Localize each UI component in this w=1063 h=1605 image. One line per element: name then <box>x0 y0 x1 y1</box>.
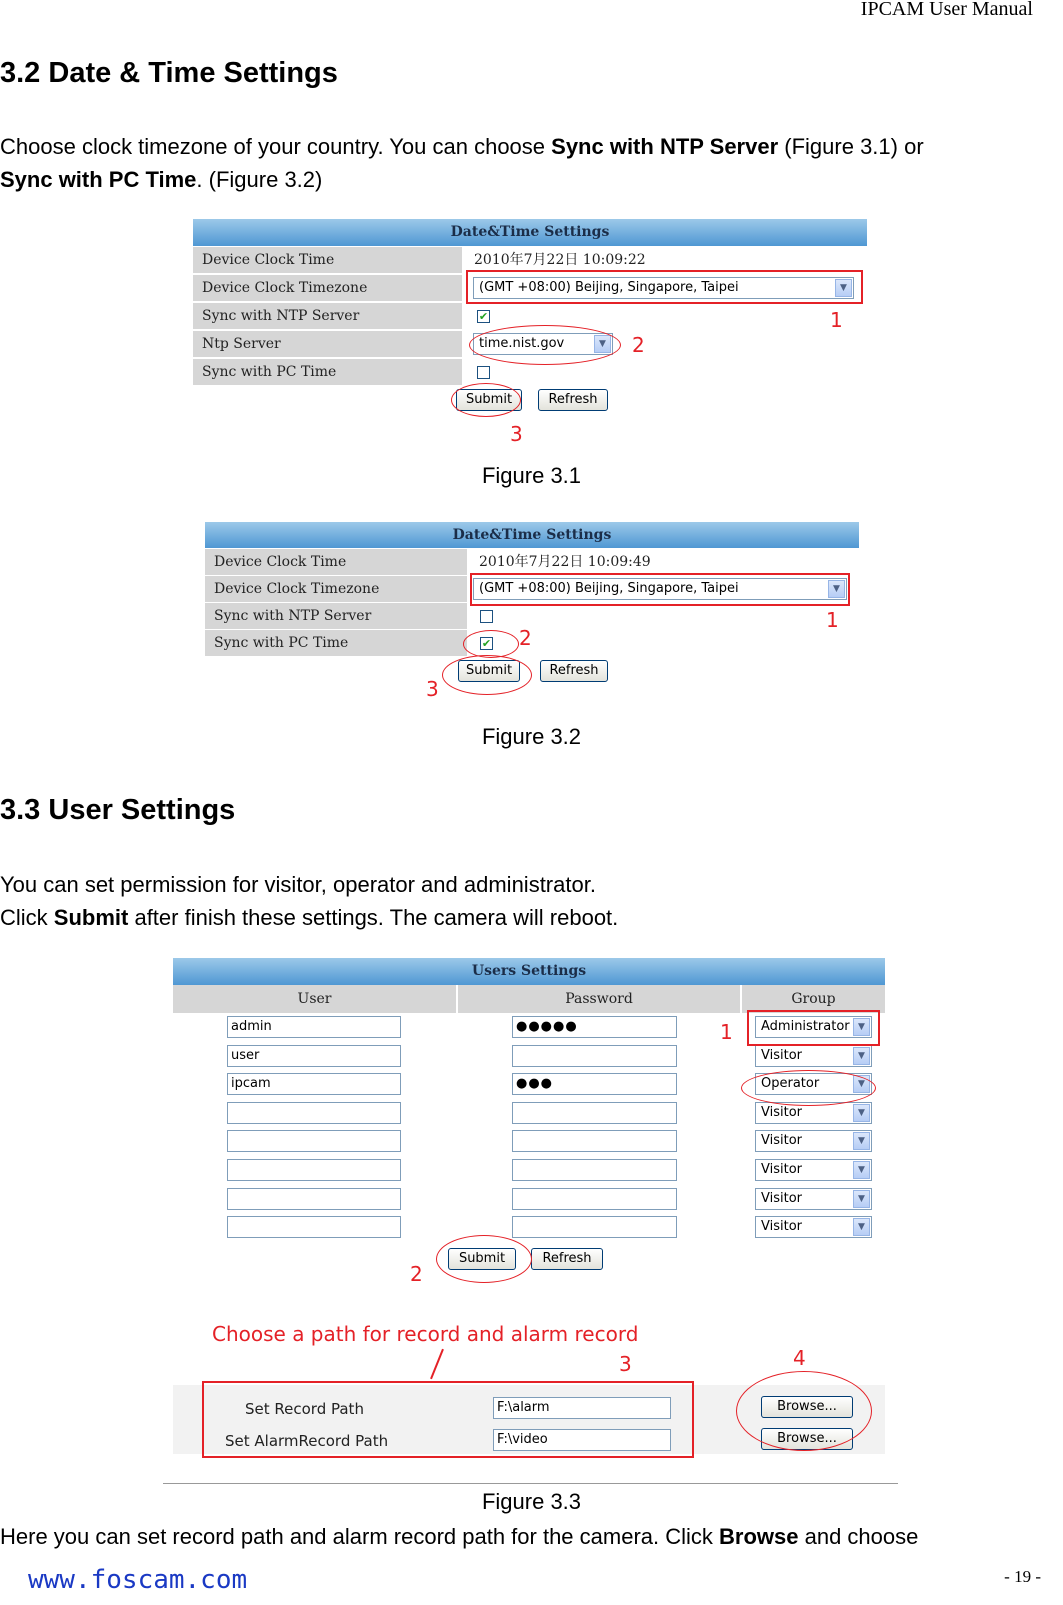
running-header: IPCAM User Manual <box>860 0 1033 20</box>
column-header-password: Password <box>458 985 740 1013</box>
annotation-box-timezone <box>466 270 863 304</box>
annotation-oval-submit <box>451 383 521 417</box>
alarm-path-input[interactable]: F:\video <box>493 1429 671 1451</box>
annotation-oval-browse <box>736 1371 872 1451</box>
chevron-down-icon: ▼ <box>853 1132 870 1150</box>
password-input[interactable] <box>512 1188 677 1210</box>
row-device-clock-time: Device Clock Time 2010年7月22日 10:09:22 <box>193 247 867 273</box>
user-input[interactable] <box>227 1102 401 1124</box>
group-select[interactable]: Visitor ▼ <box>755 1045 872 1067</box>
column-header-group: Group <box>742 985 885 1013</box>
marker-1: 1 <box>830 308 843 332</box>
chevron-down-icon: ▼ <box>853 1161 870 1179</box>
section-heading-date-time: 3.2 Date & Time Settings <box>0 57 338 89</box>
figure-3-3-caption: Figure 3.3 <box>481 1489 582 1514</box>
annotation-oval-sync-pc <box>463 630 519 658</box>
figure-3-3-users-panel <box>173 958 885 1274</box>
annotation-oval-operator <box>741 1070 876 1106</box>
user-input[interactable] <box>227 1130 401 1152</box>
timezone-select[interactable]: (GMT +08:00) Beijing, Singapore, Taipei ▼ <box>473 578 847 600</box>
password-input[interactable] <box>512 1130 677 1152</box>
figure-3-1-caption: Figure 3.1 <box>481 463 582 488</box>
chevron-down-icon: ▼ <box>594 335 611 353</box>
sync-ntp-checkbox[interactable]: ✔ <box>478 310 489 323</box>
user-input[interactable]: admin <box>227 1016 401 1038</box>
browse-alarm-button[interactable]: Browse... <box>761 1428 853 1450</box>
figure-3-2-caption: Figure 3.2 <box>481 724 582 749</box>
chevron-down-icon: ▼ <box>835 279 852 297</box>
submit-button[interactable]: Submit <box>448 1248 516 1270</box>
group-select[interactable]: Operator ▼ <box>755 1073 872 1095</box>
ntp-server-select[interactable]: time.nist.gov ▼ <box>473 333 613 355</box>
record-path-input[interactable]: F:\alarm <box>493 1397 671 1419</box>
chevron-down-icon: ▼ <box>853 1047 870 1065</box>
marker-2: 2 <box>410 1262 423 1286</box>
marker-3: 3 <box>426 677 439 701</box>
annotation-oval-submit <box>436 1235 532 1283</box>
group-select[interactable]: Visitor ▼ <box>755 1188 872 1210</box>
marker-3: 3 <box>510 422 523 446</box>
annotation-text: Choose a path for record and alarm record <box>212 1322 639 1346</box>
row-sync-ntp: Sync with NTP Server ✔ <box>193 303 867 329</box>
refresh-button[interactable]: Refresh <box>538 389 608 411</box>
chevron-down-icon: ▼ <box>853 1218 870 1236</box>
clock-time-value: 2010年7月22日 10:09:49 <box>479 554 651 570</box>
submit-button[interactable]: Submit <box>458 660 520 682</box>
group-select[interactable]: Visitor ▼ <box>755 1130 872 1152</box>
row-sync-ntp: Sync with NTP Server <box>205 603 859 629</box>
browse-record-button[interactable]: Browse... <box>761 1396 853 1418</box>
row-timezone: Device Clock Timezone (GMT +08:00) Beijing, Singapore, Taipei ▼ <box>205 576 859 602</box>
group-select[interactable]: Visitor ▼ <box>755 1216 872 1238</box>
chevron-down-icon: ▼ <box>853 1018 870 1036</box>
row-timezone: Device Clock Timezone (GMT +08:00) Beijing, Singapore, Taipei ▼ <box>193 275 867 301</box>
section-32-intro: Choose clock timezone of your country. You can choose Sync with NTP Server (Figure 3.1) or Sync with PC Time. (Figure 3.2) <box>0 134 924 192</box>
divider <box>163 1483 898 1484</box>
marker-1: 1 <box>720 1020 733 1044</box>
column-header-user: User <box>173 985 456 1013</box>
password-input[interactable] <box>512 1159 677 1181</box>
marker-2: 2 <box>632 333 645 357</box>
chevron-down-icon: ▼ <box>853 1190 870 1208</box>
annotation-box-timezone <box>470 573 850 606</box>
marker-2: 2 <box>519 626 532 650</box>
annotation-box-admin-group <box>747 1010 880 1046</box>
footer-website-link[interactable]: www.foscam.com <box>28 1565 248 1595</box>
chevron-down-icon: ▼ <box>853 1104 870 1122</box>
chevron-down-icon: ▼ <box>853 1075 870 1093</box>
annotation-box-paths <box>202 1381 694 1458</box>
password-input[interactable] <box>512 1045 677 1067</box>
group-select[interactable]: Administrator ▼ <box>755 1016 872 1038</box>
annotation-oval-ntp <box>469 325 621 365</box>
annotation-oval-submit <box>442 655 532 695</box>
user-input[interactable] <box>227 1188 401 1210</box>
group-select[interactable]: Visitor ▼ <box>755 1159 872 1181</box>
timezone-select[interactable]: (GMT +08:00) Beijing, Singapore, Taipei ▼ <box>473 277 854 299</box>
clock-time-value: 2010年7月22日 10:09:22 <box>474 252 646 268</box>
panel-title: Users Settings <box>173 958 885 985</box>
refresh-button[interactable]: Refresh <box>540 660 608 682</box>
row-ntp-server: Ntp Server time.nist.gov ▼ <box>193 331 867 357</box>
password-input[interactable] <box>512 1102 677 1124</box>
marker-3: 3 <box>619 1352 632 1376</box>
marker-4: 4 <box>793 1346 806 1370</box>
row-device-clock-time: Device Clock Time 2010年7月22日 10:09:49 <box>205 549 859 575</box>
marker-1: 1 <box>826 608 839 632</box>
alarm-path-label: Set AlarmRecord Path <box>225 1432 389 1450</box>
submit-button[interactable]: Submit <box>456 389 522 411</box>
record-path-label: Set Record Path <box>245 1400 364 1418</box>
row-sync-pc: Sync with PC Time <box>193 359 867 385</box>
sync-pc-checkbox[interactable] <box>477 366 490 379</box>
section-heading-user-settings: 3.3 User Settings <box>0 794 236 826</box>
panel-title: Date&Time Settings <box>205 522 859 548</box>
figure-3-1-panel <box>193 219 867 414</box>
password-input[interactable] <box>512 1216 677 1238</box>
user-input[interactable] <box>227 1216 401 1238</box>
user-input[interactable] <box>227 1159 401 1181</box>
row-sync-pc: Sync with PC Time ✔ <box>205 630 859 656</box>
group-select[interactable]: Visitor ▼ <box>755 1102 872 1124</box>
section-33-intro: You can set permission for visitor, operator and administrator. Click Submit after finish these settings. The camera will reboot. <box>0 872 619 930</box>
user-input[interactable]: ipcam <box>227 1073 401 1095</box>
user-input[interactable]: user <box>227 1045 401 1067</box>
sync-ntp-checkbox[interactable] <box>480 610 493 623</box>
panel-title: Date&Time Settings <box>193 219 867 246</box>
chevron-down-icon: ▼ <box>828 580 845 598</box>
password-input[interactable]: ●●●●● <box>512 1016 677 1038</box>
refresh-button[interactable]: Refresh <box>531 1248 603 1270</box>
closing-paragraph: Here you can set record path and alarm record path for the camera. Click Browse and choose <box>0 1524 919 1549</box>
annotation-pointer-line <box>430 1349 444 1379</box>
page-number: - 19 - <box>1004 1567 1041 1586</box>
password-input[interactable]: ●●● <box>512 1073 677 1095</box>
sync-pc-checkbox[interactable]: ✔ <box>481 637 492 650</box>
